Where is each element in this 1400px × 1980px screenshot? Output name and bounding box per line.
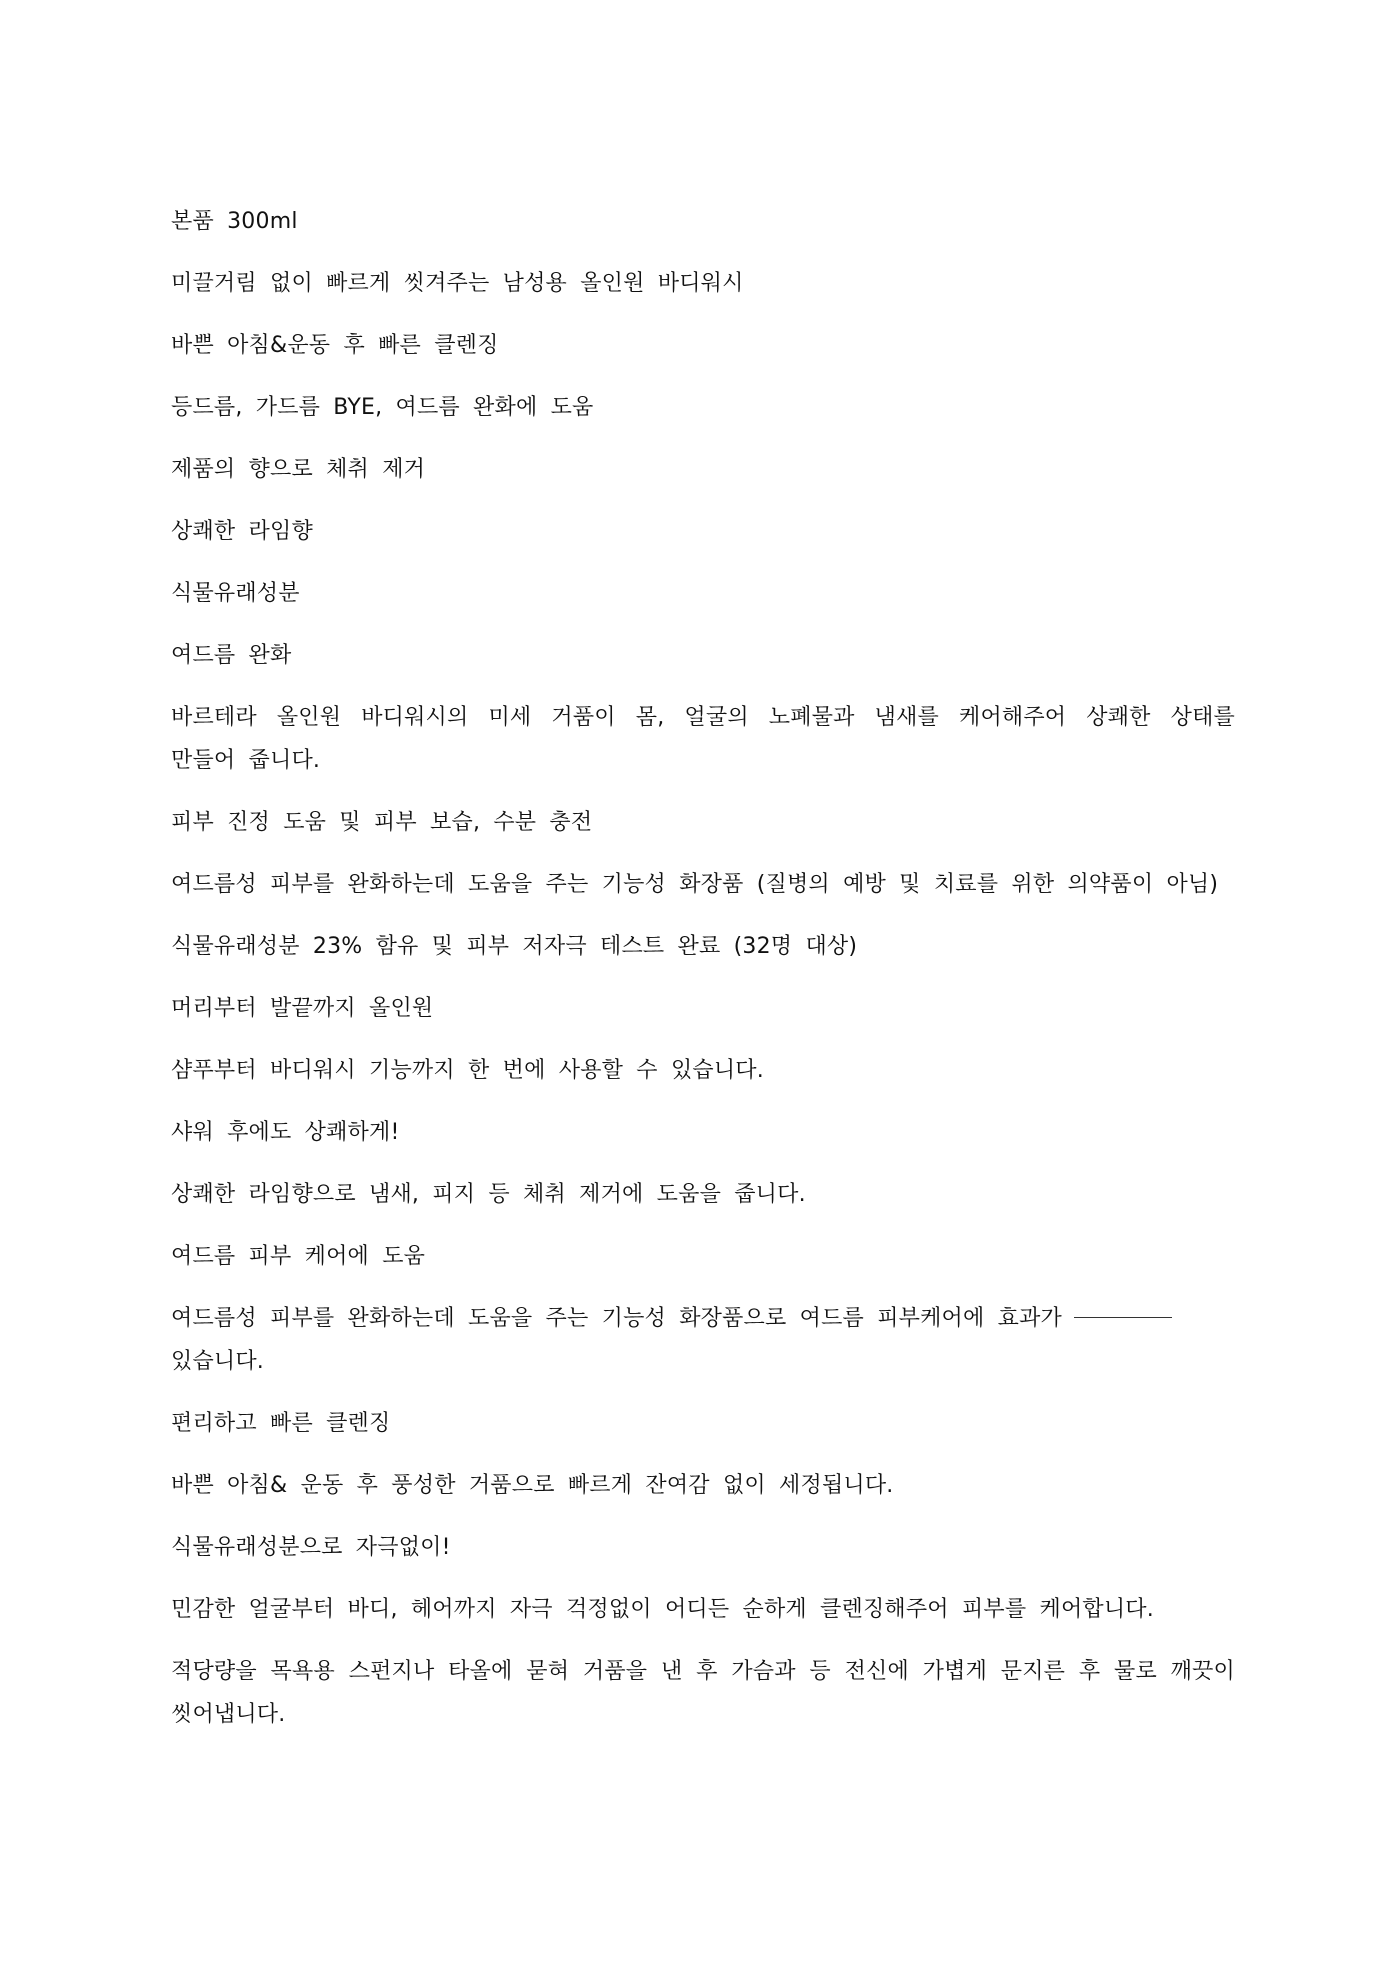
paragraph: 머리부터 발끝까지 올인원 xyxy=(171,996,434,1021)
paragraph: 적당량을 목욕용 스펀지나 타올에 묻혀 거품을 낸 후 가슴과 등 전신에 가볍게 문지른 후 물로 깨끗이 씻어냅니다. xyxy=(171,1659,1235,1727)
horizontal-rule xyxy=(1074,1317,1172,1318)
paragraph: 피부 진정 도움 및 피부 보습, 수분 충전 xyxy=(171,810,593,835)
paragraph: 바르테라 올인원 바디워시의 미세 거품이 몸, 얼굴의 노폐물과 냄새를 케어해주어 상쾌한 상태를 만들어 줍니다. xyxy=(171,705,1235,773)
paragraph: 본품 300ml xyxy=(171,209,298,234)
paragraph-continuation: 있습니다. xyxy=(171,1349,265,1374)
paragraph: 여드름 완화 xyxy=(171,643,292,668)
paragraph: 식물유래성분으로 자극없이! xyxy=(171,1535,451,1560)
paragraph: 식물유래성분 xyxy=(171,581,300,606)
paragraph: 바쁜 아침&운동 후 빠른 클렌징 xyxy=(171,333,499,358)
paragraph: 편리하고 빠른 클렌징 xyxy=(171,1411,391,1436)
paragraph-with-rule xyxy=(171,1297,1235,1340)
paragraph-text: 여드름성 피부를 완화하는데 도움을 주는 기능성 화장품으로 여드름 피부케어에 효과가 xyxy=(171,1306,1063,1331)
paragraph: 등드름, 가드름 BYE, 여드름 완화에 도움 xyxy=(171,395,594,420)
paragraph: 샤워 후에도 상쾌하게! xyxy=(171,1120,400,1145)
paragraph: 민감한 얼굴부터 바디, 헤어까지 자극 걱정없이 어디든 순하게 클렌징해주어 피부를 케어합니다. xyxy=(171,1597,1154,1622)
paragraph: 제품의 향으로 체취 제거 xyxy=(171,457,426,482)
paragraph: 여드름 피부 케어에 도움 xyxy=(171,1244,426,1269)
paragraph: 여드름성 피부를 완화하는데 도움을 주는 기능성 화장품 (질병의 예방 및 치료를 위한 의약품이 아님) xyxy=(171,872,1219,897)
paragraph: 식물유래성분 23% 함유 및 피부 저자극 테스트 완료 (32명 대상) xyxy=(171,934,858,959)
paragraph: 상쾌한 라임향 xyxy=(171,519,313,544)
paragraph: 미끌거림 없이 빠르게 씻겨주는 남성용 올인원 바디워시 xyxy=(171,271,744,296)
paragraph: 샴푸부터 바디워시 기능까지 한 번에 사용할 수 있습니다. xyxy=(171,1058,764,1083)
document-body xyxy=(171,200,1235,1755)
paragraph: 상쾌한 라임향으로 냄새, 피지 등 체취 제거에 도움을 줍니다. xyxy=(171,1182,806,1207)
paragraph: 바쁜 아침& 운동 후 풍성한 거품으로 빠르게 잔여감 없이 세정됩니다. xyxy=(171,1473,894,1498)
